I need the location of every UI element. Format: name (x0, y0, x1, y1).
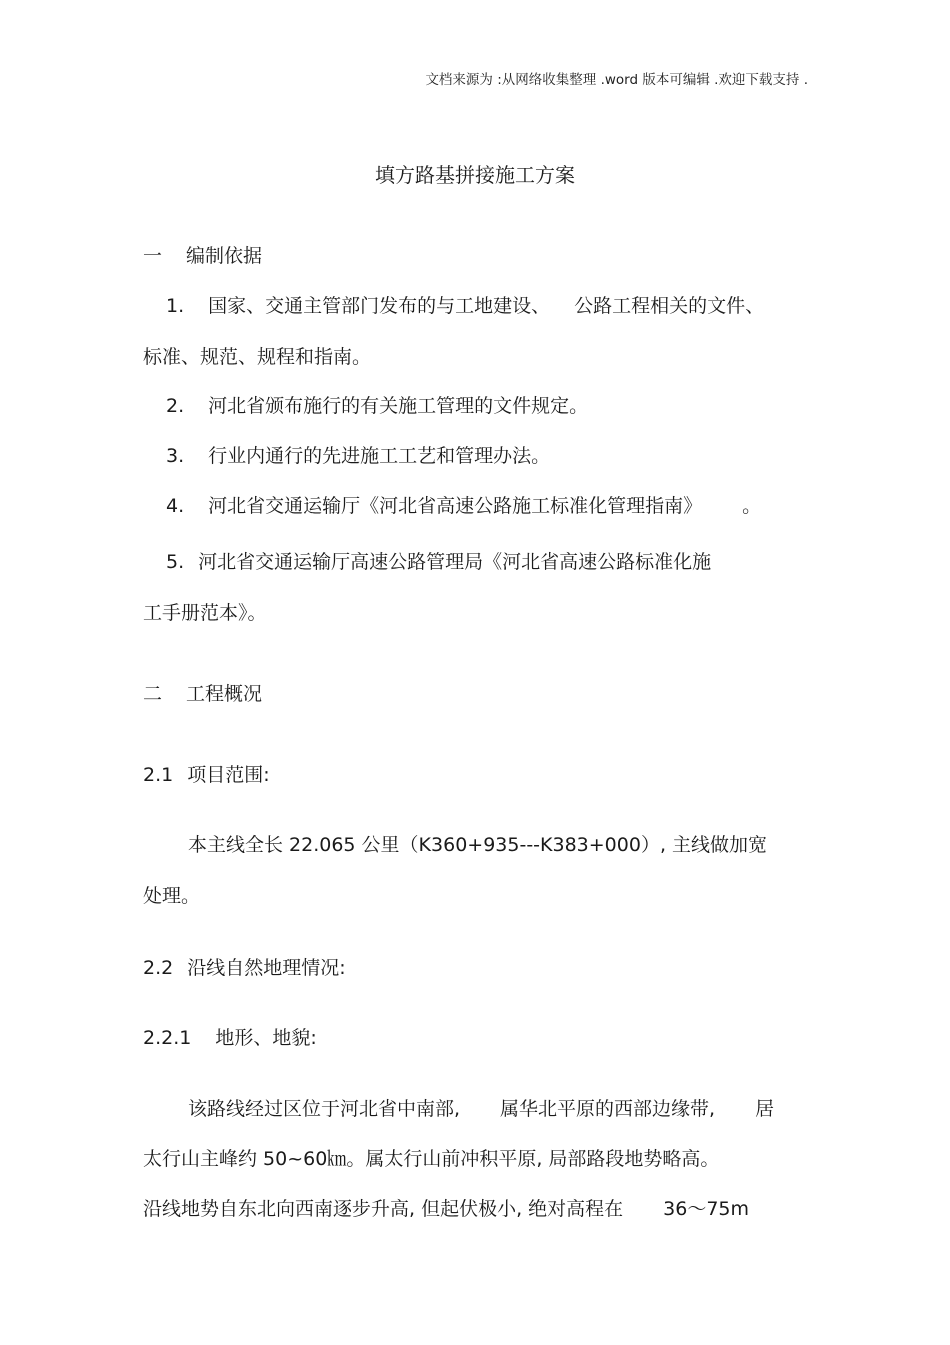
text-fragment: 属华北平原的西部边缘带, (500, 1098, 716, 1120)
list-item-text: 行业内通行的先进施工工艺和管理办法。 (208, 445, 551, 467)
document-title: 填方路基拼接施工方案 (375, 163, 575, 187)
list-item (166, 494, 761, 518)
section-1-heading (143, 244, 262, 268)
subsection-number: 2.1 (143, 764, 174, 786)
list-item (166, 444, 550, 468)
section-1-number: 一 (143, 245, 163, 267)
list-item-number: 2. (166, 395, 185, 417)
subsection-title: 沿线自然地理情况: (187, 957, 346, 979)
subsection-2-1-heading (143, 763, 270, 787)
list-item (166, 550, 711, 574)
list-item-text: 河北省交通运输厅《河北省高速公路施工标准化管理指南》 (208, 495, 703, 517)
list-item (166, 294, 764, 318)
subsection-title: 地形、地貌: (215, 1027, 317, 1049)
subsection-number: 2.2.1 (143, 1027, 192, 1049)
paragraph-line (143, 1197, 749, 1221)
text-fragment: 该路线经过区位于河北省中南部, (188, 1098, 461, 1120)
header-note: 文档来源为 :从网络收集整理 .word 版本可编辑 .欢迎下载支持 . (425, 72, 808, 88)
subsection-title: 项目范围: (187, 764, 270, 786)
paragraph-line: 太行山主峰约 50~60㎞。属太行山前冲积平原, 局部路段地势略高。 (143, 1148, 720, 1170)
text-fragment: 36～75m (663, 1198, 750, 1220)
list-item-continuation: 标准、规范、规程和指南。 (143, 346, 372, 368)
list-item-number: 3. (166, 445, 185, 467)
list-item-number: 4. (166, 495, 185, 517)
list-item (166, 394, 588, 418)
subsection-number: 2.2 (143, 957, 174, 979)
list-item-number: 1. (166, 295, 185, 317)
text-fragment: 居 (755, 1098, 775, 1120)
section-2-number: 二 (143, 683, 163, 705)
list-item-text: 公路工程相关的文件、 (574, 295, 765, 317)
subsection-2-2-heading (143, 956, 346, 980)
list-item-text: 河北省颁布施行的有关施工管理的文件规定。 (208, 395, 589, 417)
section-2-heading (143, 682, 262, 706)
subsection-2-2-1-heading (143, 1026, 317, 1050)
section-1-title: 编制依据 (186, 245, 263, 267)
list-item-text: 国家、交通主管部门发布的与工地建设、 (208, 295, 551, 317)
list-item-number: 5. (166, 551, 185, 573)
list-item-continuation: 工手册范本》。 (143, 602, 267, 624)
text-fragment: 沿线地势自东北向西南逐步升高, 但起伏极小, 绝对高程在 (143, 1198, 624, 1220)
paragraph-line: 处理。 (143, 885, 201, 907)
section-2-title: 工程概况 (186, 683, 263, 705)
list-item-tail: 。 (742, 495, 762, 517)
list-item-text: 河北省交通运输厅高速公路管理局《河北省高速公路标准化施 (198, 551, 712, 573)
paragraph-line (188, 1097, 774, 1121)
paragraph-line: 本主线全长 22.065 公里（K360+935---K383+000）, 主线做加宽 (188, 834, 768, 856)
